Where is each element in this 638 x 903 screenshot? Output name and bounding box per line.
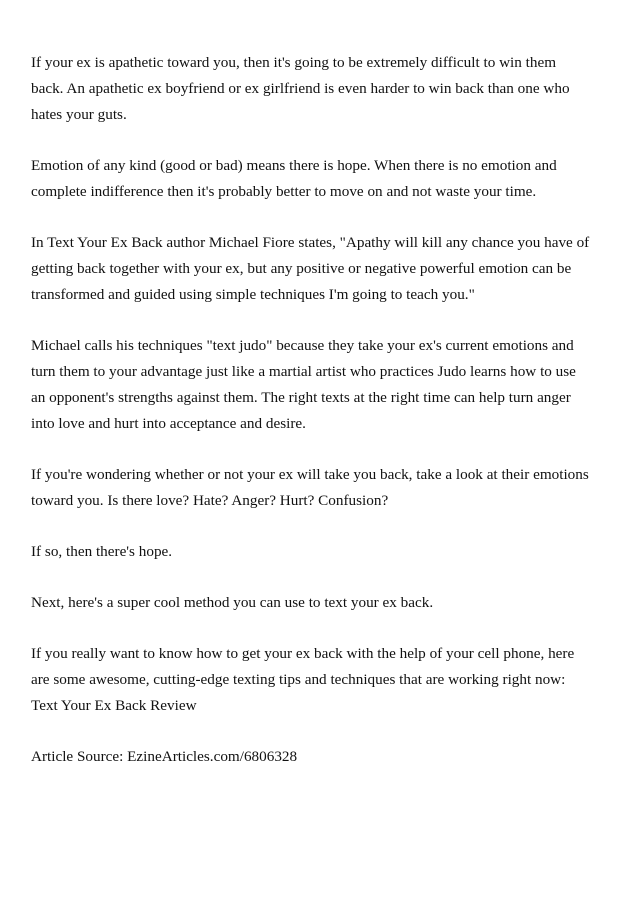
paragraph-method: Next, here's a super cool method you can use to text your ex back.: [31, 594, 434, 611]
paragraph-review-link: If you really want to know how to get your ex back with the help of your cell phone, here are some awesome, cutting-edge texting tips and techniques that are working right now: Text Your Ex Back Review: [31, 645, 575, 714]
paragraph-text-judo: Michael calls his techniques "text judo" because they take your ex's current emotions and turn them to your advantage just like a martial artist who practices Judo learns how to use an opponent's strengths against them. The right texts at the right time can help turn anger into love and hurt into acceptance and desire.: [31, 337, 576, 432]
paragraph-emotion-hope: Emotion of any kind (good or bad) means there is hope. When there is no emotion and complete indifference then it's probably better to move on and not waste your time.: [31, 157, 557, 200]
paragraph-fiore-quote: In Text Your Ex Back author Michael Fiore states, "Apathy will kill any chance you have of getting back together with your ex, but any positive or negative powerful emotion can be transformed and guided using simple techniques I'm going to teach you.": [31, 234, 590, 303]
paragraph-apathetic-ex: If your ex is apathetic toward you, then it's going to be extremely difficult to win them back. An apathetic ex boyfriend or ex girlfriend is even harder to win back than one who hates your guts.: [31, 54, 570, 123]
paragraph-theres-hope: If so, then there's hope.: [31, 543, 173, 560]
article-source: Article Source: EzineArticles.com/6806328: [31, 748, 298, 765]
paragraph-emotions-question: If you're wondering whether or not your ex will take you back, take a look at their emotions toward you. Is there love? Hate? Anger? Hurt? Confusion?: [31, 466, 589, 509]
document-page: [31, 50, 591, 795]
